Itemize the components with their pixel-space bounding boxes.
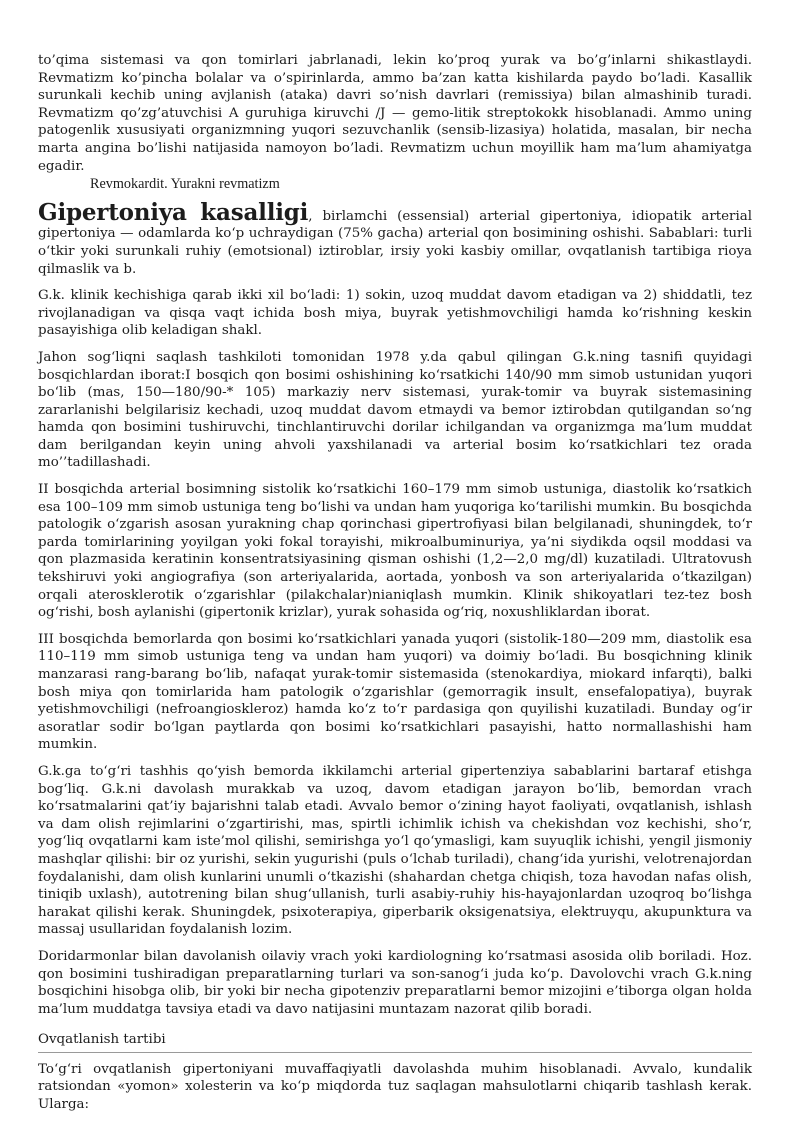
intro-paragraph: to’qima sistemasi va qon tomirlari jabrlanadi, lekin ko’proq yurak va bo’g’inlarni shikastlaydi. Revmatizm ko’pincha bolalar va o’spirinlarda, ammo ba’zan katta kishilarda paydo bo’ladi. Kasallik surunkali kechib uning avjlanish (ataka) davri so’nish davrlari (remissiya) bilan almashinib turadi. Revmatizm qo’zg’atuvchisi A guruhiga kiruvchi /J — gemo-litik streptokokk hisoblanadi. Ammo uning patogenlik xususiyati organizmning yuqori sezuvchanlik (sensib-lizasiya) holatida, masalan, bir necha marta angina bo’lishi natijasida namoyon bo’ladi. Revmatizm uchun moyillik ham ma’lum ahamiyatga egadir. <box>38 53 752 174</box>
section-heading-text: Ovqatlanish tartibi <box>38 1032 166 1048</box>
body-paragraph: Jahon sog‘liqni saqlash tashkiloti tomonidan 1978 y.da qabul qilingan G.k.ning tasnifi quyidagi bosqichlardan iborat:I bosqich qon bosimi oshishining ko‘rsatkichi 140/90 mm simob ustunidan yuqori bo‘lib (mas, 150—180/90-* 105) markaziy nerv sistemasi, yurak-tomir va buyrak sistemasining zararlanishi belgilarisiz kechadi, uzoq muddat davom etmaydi va bemor iztirobdan qutilgandan so‘ng hamda qon bosimini tushiruvchi, tinchlantiruvchi dorilar ichilgandan va organizmga ma’lum muddat dam berilgandan keyin uning ahvoli yaxshilanadi va arterial bosim ko‘rsatkichlari tez orada mo’’tadillashadi. <box>38 349 752 471</box>
section-heading <box>38 1031 752 1053</box>
body-paragraph: Doridarmonlar bilan davolanish oilaviy vrach yoki kardiologning ko‘rsatmasi asosida olib boriladi. Hoz. qon bosimini tushiradigan preparatlarning turlari va son-sanog‘i juda ko‘p. Davolovchi vrach G.k.ning bosqichini hisobga olib, bir yoki bir necha gipotenziv preparatlarni bemor mizojini e’tiborga olgan holda ma’lum muddatga tavsiya etadi va davo natijasini muntazam nazorat qilib boradi. <box>38 948 752 1017</box>
article-lead-text: , birlamchi (essensial) arterial gipertoniya, idiopatik arterial gipertoniya — odamlarda ko‘p uchraydigan (75% gacha) arterial qon bosimining oshishi. Sabablari: turli o‘tkir yoki surunkali ruhiy (emotsional) iztiroblar, irsiy yoki kasbiy omillar, ovqatlanish tartibiga rioya qilmaslik va b. <box>38 208 752 277</box>
body-paragraph: G.k.ga to‘g‘ri tashhis qo‘yish bemorda ikkilamchi arterial gipertenziya sabablarini bartaraf etishga bog‘liq. G.k.ni davolash murakkab va uzoq, davom etadigan jarayon bo‘lib, bemordan vrach ko‘rsatmalarini qat’iy bajarishni talab etadi. Avvalo bemor o‘zining hayot faoliyati, ovqatlanish, ishlash va dam olish rejimlarini o‘zgartirishi, mas, spirtli ichimlik ichish va chekishdan voz kechishi, sho‘r, yog‘liq ovqatlarni kam iste’mol qilishi, semirishga yo‘l qo‘ymasligi, kam suyuqlik ichishi, yengil jismoniy mashqlar qilishi: bir oz yurishi, sekin yugurishi (puls o‘lchab turiladi), chang‘ida yurishi, velotrenajordan foydalanishi, dam olish kunlarini unumli o‘tkazishi (shahardan chetga chiqish, toza havodan nafas olish, tiniqib uxlash), autotrening bilan shug‘ullanish, turli asabiy-ruhiy his-hayajonlardan uzoqroq bo‘lishga harakat qilishi kerak. Shuningdek, psixoterapiya, giperbarik oksigenatsiya, elektruyqu, akupunktura va massaj usullaridan foydalanish lozim. <box>38 763 752 938</box>
section-paragraph: To‘g‘ri ovqatlanish gipertoniyani muvaffaqiyatli davolashda muhim hisoblanadi. Avvalo, kundalik ratsiondan «yomon» xolesterin va ko‘p miqdorda tuz saqlagan mahsulotlarni chiqarib tashlash kerak. Ularga: <box>38 1061 752 1113</box>
document-page <box>38 52 752 1114</box>
body-paragraph: G.k. klinik kechishiga qarab ikki xil bo‘ladi: 1) sokin, uzoq muddat davom etadigan va 2) shiddatli, tez rivojlanadigan va qisqa vaqt ichida bosh miya, buyrak yetishmovchiligi hamda ko‘rishning keskin pasayishiga olib keladigan shakl. <box>38 288 752 339</box>
article-title: Gipertoniya kasalligi <box>38 198 309 226</box>
body-paragraph: II bosqichda arterial bosimning sistolik ko‘rsatkichi 160–179 mm simob ustuniga, diastolik ko‘rsatkich esa 100–109 mm simob ustuniga teng bo‘lishi va undan ham yuqoriga ko‘tarilishi mumkin. Bu bosqichda patologik o‘zgarish asosan yurakning chap qorinchasi gipertrofiyasi bilan belgilanadi, shuningdek, to‘r parda tomirlarining yoyilgan yoki fokal torayishi, mikroalbuminuriya, ya’ni siydikda oqsil moddasi va qon plazmasida keratinin konsentratsiyasining qisman oshishi (1,2—2,0 mg/dl) kuzatiladi. Ultratovush tekshiruvi yoki angiografiya (son arteriyalarida, aortada, yonbosh va son arteriyalarida o‘tkazilgan) orqali aterosklerotik o‘zgarishlar (pilakchalar)nianiqlash mumkin. Klinik shikoyatlari tez-tez bosh og‘rishi, bosh aylanishi (gipertonik krizlar), yurak sohasida og‘riq, noxushliklardan iborat. <box>38 482 752 621</box>
body-paragraph: III bosqichda bemorlarda qon bosimi ko‘rsatkichlari yanada yuqori (sistolik-180—209 mm, diastolik esa 110–119 mm simob ustuniga teng va undan ham yuqori) va doimiy bo‘ladi. Bu bosqichning klinik manzarasi rang-barang bo‘lib, nafaqat yurak-tomir sistemasida (stenokardiya, miokard infarqti), balki bosh miya qon tomirlarida ham patologik o‘zgarishlar (gemorragik insult, ensefalopatiya), buyrak yetishmovchiligi (nefroangioskleroz) hamda ko‘z to‘r pardasiga qon quyilishi kuzatiladi. Bunday og‘ir asoratlar sodir bo‘lgan paytlarda qon bosimi ko‘rsatkichlari pasayishi, hatto normallashishi ham mumkin. <box>38 631 752 753</box>
gipertoniya-intro-paragraph <box>38 198 752 278</box>
figure-caption: Revmokardit. Yurakni revmatizm <box>90 176 280 193</box>
